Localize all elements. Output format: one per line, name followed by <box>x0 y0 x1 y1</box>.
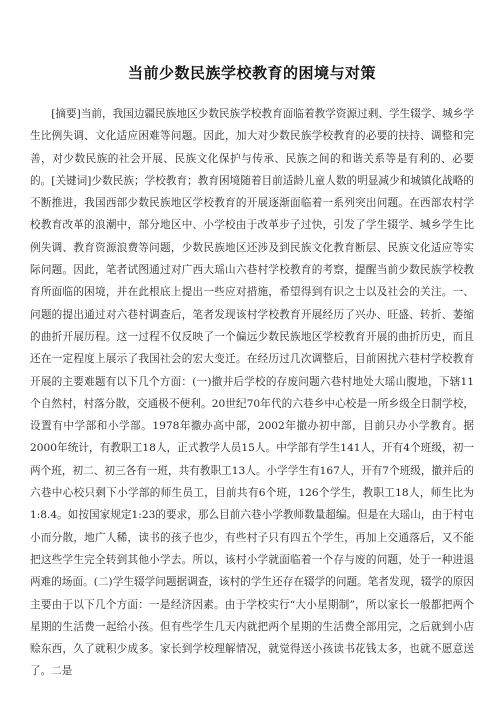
document-title: 当前少数民族学校教育的困境与对策 <box>127 64 376 82</box>
document-body: [摘要]当前，我国边疆民族地区少数民族学校教育面临着教学资源过剩、学生辍学、城乡学生比例失调、文化适应困难等问题。因此，加大对少数民族学校教育的必要的扶持、调整和完善，对少数民族的社会开展、民族文化保护与传承、民族之间的和谐关系等是有利的、必要的。[关键词]少数民族；学校教育；教育困境随着目前适龄儿童人数的明显减少和城镇化战略的不断推进，我国西部少数民族地区学校教育的开展逐渐面临着一系列突出问题。在西部农村学校教育改革的浪潮中，部分地区中、小学校由于改革步子过快，引发了学生辍学、城乡学生比例失调、教育资源浪费等问题，少数民族地区还涉及到民族文化教育断层、民族文化适应等实际问题。因此，笔者试图通过对广西大瑶山六巷村学校教育的考察，提醒当前少数民族学校教育所面临的困境，并在此根底上提出一些应对措施，希望得到有识之士以及社会的关注。一、问题的提出通过对六巷村调查后，笔者发现该村学校教育开展经历了兴办、旺盛、转折、萎缩的曲折开展历程。这一过程不仅反映了一个偏远少数民族地区学校教育开展的曲折历史，而且还在一定程度上展示了我国社会的宏大变迁。在经历过几次调整后，目前困扰六巷村学校教育开展的主要难题有以下几个方面：(一)撤并后学校的存废问题六巷村地处大瑶山腹地，下辖11个自然村，村落分散，交通极不便利。20世纪70年代的六巷乡中心校是一所乡级全日制学校，设置有中学部和小学部。1978年撤办高中部，2002年撤办初中部，目前只办小学教育。据2000年统计，有教职工18人，正式教学人员15人。中学部有学生141人，开有4个班级，初一两个班，初二、初三各有一班，共有教职工13人。小学学生有167人，开有7个班级，撤并后的六巷中心校只剩下小学部的师生员工，目前共有6个班，126个学生，教职工18人，师生比为1:8.4。如按国家规定1:23的要求，那么目前六巷小学教师数量超编。但是在大瑶山，由于村屯小而分散，地广人稀，读书的孩子也少，有些村子只有四五个学生，再加上交通落后，又不能把这些学生完全转到其他小学去。所以，该村小学就面临着一个存与废的问题，处于一种进退两难的场面。(二)学生辍学问题据调查，该村的学生还存在辍学的问题。笔者发现，辍学的原因主要由于以下几个方面：一是经济因素。由于学校实行“大小星期制”，所以家长一般都把两个星期的生活费一起给小孩。但有些学生几天内就把两个星期的生活费全部用完，之后就到小店赊东西，久了就积少成多。家长到学校理解情况，就觉得送小孩读书花钱太多，也就不愿意送了。二是 <box>30 108 474 678</box>
